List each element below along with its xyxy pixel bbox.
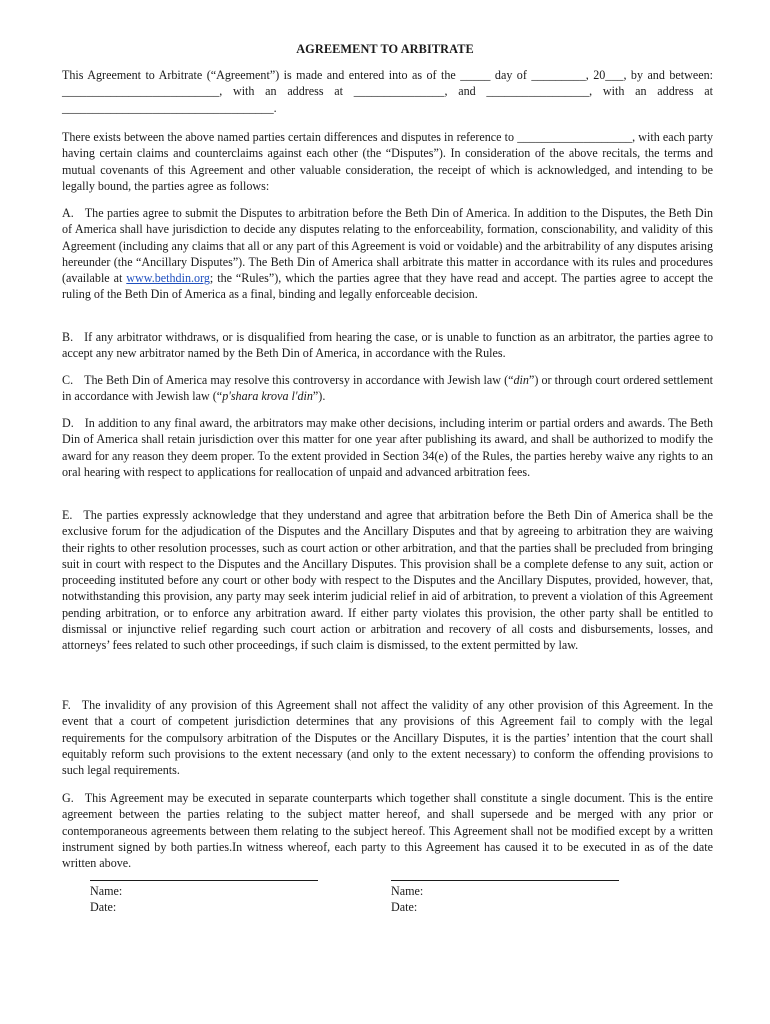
- section-e-marker: E.: [62, 508, 73, 522]
- section-c-italic-din: din: [513, 373, 529, 387]
- section-c-text-1: The Beth Din of America may resolve this controversy in accordance with Jewish law (“: [84, 373, 514, 387]
- section-d: [62, 415, 713, 480]
- section-c: [62, 372, 713, 405]
- section-a-text-1: The parties agree to submit the Disputes to arbitration before the Beth Din of America. In addition to the Disputes, the Beth Din of America shall have jurisdiction to decide any disputes relating to the enforceability, formation, conscionability, and validity of this Agreement (including any claims that all or any part of this Agreement is void or voidable) and the arbitrability of any disputes arising hereunder (the “Ancillary Disputes”). The Beth Din of America shall arbitrate this matter in accordance with its rules and procedures (available at: [62, 206, 713, 286]
- section-b: [62, 329, 713, 362]
- section-c-italic-pshara: p'shara krova l'din: [222, 389, 313, 404]
- section-f-text: The invalidity of any provision of this Agreement shall not affect the validity of any other provision of this Agreement. In the event that a court of competent jurisdiction determines that any provisions of this Agreement fail to comply with the legal requirements for the compulsory arbitration of the Disputes or the Ancillary Disputes, it is the parties’ intention that the court shall equitably reform such provisions to the extent necessary (and only to the extent necessary) to conform the offending provisions to such legal requirements.: [62, 698, 713, 778]
- section-a-text-2: ; the “Rules”), which the parties agree that they have read and accept. The parties agree to accept the ruling of the Beth Din of America as a final, binding and legally enforceable decision.: [62, 271, 713, 302]
- section-c-text-2: ”) or through court ordered settlement in accordance with Jewish law (“: [62, 373, 713, 404]
- section-a: [62, 205, 713, 303]
- signature-name-label: Name:: [391, 884, 424, 898]
- section-e-text: The parties expressly acknowledge that they understand and agree that arbitration before the Beth Din of America shall be the exclusive forum for the adjudication of the Disputes and the Ancillary Disputes and that by agreeing to arbitration they are waiving their rights to other resolution processes, such as court action or other arbitration, and that the parties shall be precluded from bringing suit in court with respect to the Disputes and the Ancillary Disputes. This provision shall be a complete defense to any suit, action or proceeding instituted before any court or other body with respect to the Disputes and the Ancillary Disputes, provided, however, that, notwithstanding this provision, any party may seek interim judicial relief in aid of arbitration, to prevent a violation of this Agreement pending arbitration, or to enforce any arbitration award. If either party violates this provision, the other party shall be entitled to dismissal or injunctive relief regarding such court action or arbitration and recovery of all costs and disbursements, losses, and attorneys’ fees related to such other proceedings, if such claim is dismissed, to the extent permitted by law.: [62, 508, 713, 653]
- document-title: AGREEMENT TO ARBITRATE: [296, 42, 474, 56]
- signature-name-label: Name:: [90, 884, 123, 898]
- section-b-marker: B.: [62, 330, 74, 344]
- recital-paragraph: There exists between the above named parties certain differences and disputes in reference to ___________________, with each party having certain claims and counterclaims against each other (the “Disputes”). In consideration of the above recitals, the terms and mutual covenants of this Agreement and other valuable consideration, the receipt of which is acknowledged, and intending to be legally bound, the parties agree as follows:: [62, 130, 713, 193]
- signature-line[interactable]: [90, 880, 318, 881]
- intro-paragraph: This Agreement to Arbitrate (“Agreement”) is made and entered into as of the _____ day of _________, 20___, by and between: __________________________, with an address at _______________, and _________________, with an address at ___________________________________.: [62, 68, 713, 115]
- section-b-text: If any arbitrator withdraws, or is disqualified from hearing the case, or is unable to function as an arbitrator, the parties agree to accept any new arbitrator named by the Beth Din of America, in accordance with the Rules.: [62, 330, 713, 361]
- signature-line[interactable]: [391, 880, 619, 881]
- signature-date-label: Date:: [90, 900, 117, 915]
- signature-block-left: [90, 880, 318, 916]
- bethdin-link[interactable]: www.bethdin.org: [126, 271, 210, 286]
- section-c-text-3: ”).: [312, 389, 326, 404]
- section-c-marker: C.: [62, 373, 74, 387]
- section-f-marker: F.: [62, 698, 71, 712]
- section-g-marker: G.: [62, 791, 74, 805]
- section-d-marker: D.: [62, 416, 74, 430]
- section-e: [62, 507, 713, 654]
- signature-block-right: [391, 880, 619, 916]
- section-d-text: In addition to any final award, the arbitrators may make other decisions, including interim or partial orders and awards. The Beth Din of America shall retain jurisdiction over this matter for one year after publishing its award, and shall be authorized to modify the award for any reason they deem proper. To the extent provided in Section 34(e) of the Rules, the parties hereby waive any rights to an oral hearing with respect to applications for reallocation of unpaid and advanced arbitration fees.: [62, 416, 713, 479]
- section-f: [62, 697, 713, 778]
- section-g: [62, 790, 713, 871]
- section-a-marker: A.: [62, 206, 74, 220]
- section-g-text: This Agreement may be executed in separate counterparts which together shall constitute a single document. This is the entire agreement between the parties relating to the subject matter hereof, and shall supersede and be merged with any prior or contemporaneous agreements between them relating to the subject hereof. This Agreement shall not be modified except by a written instrument signed by both parties.In witness whereof, each party to this Agreement has caused it to be executed in as of the date written above.: [62, 791, 713, 871]
- signature-date-label: Date:: [391, 900, 418, 915]
